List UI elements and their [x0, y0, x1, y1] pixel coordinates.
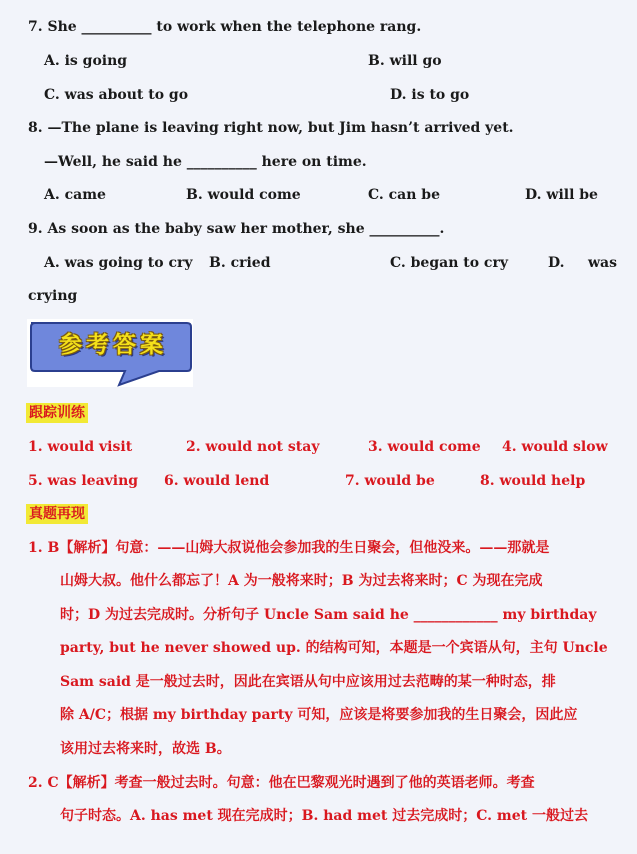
q7-option-a: A. is going [44, 53, 128, 69]
answer-6: 6. would lend [164, 473, 270, 489]
explanation-1-line: party, but he never showed up. 的结构可知，本题是一个宾语从句，主句 Uncle [60, 640, 608, 656]
q8-option-d: D. will be [525, 187, 598, 203]
answer-7: 7. would be [345, 473, 435, 489]
q8-option-c: C. can be [368, 187, 440, 203]
answer-4: 4. would slow [502, 439, 608, 455]
question-8-stem: 8. —The plane is leaving right now, but Jim hasn’t arrived yet. [28, 120, 514, 136]
explanation-1-line: Sam said 是一般过去时，因此在宾语从句中应该用过去范畴的某一种时态，排 [60, 674, 556, 690]
q9-option-d-word1: was [588, 255, 618, 271]
answer-3: 3. would come [368, 439, 481, 455]
q7-option-b: B. will go [368, 53, 442, 69]
q8-option-a: A. came [44, 187, 106, 203]
answer-1: 1. would visit [28, 439, 133, 455]
q7-option-d: D. is to go [390, 87, 470, 103]
explanation-2-line: 2. C【解析】考查一般过去时。句意：他在巴黎观光时遇到了他的英语老师。考查 [28, 775, 535, 791]
section-heading-real-exam: 真题再现 [26, 504, 88, 524]
question-8-reply: —Well, he said he __________ here on time. [44, 154, 367, 170]
answer-key-label: 参考答案 [59, 332, 167, 358]
q8-option-b: B. would come [186, 187, 301, 203]
q9-option-d-letter: D. [548, 255, 565, 271]
answer-key-badge [27, 319, 193, 387]
q9-option-c: C. began to cry [390, 255, 508, 271]
question-7-stem: 7. She __________ to work when the telephone rang. [28, 19, 422, 35]
answer-8: 8. would help [480, 473, 586, 489]
q9-option-b: B. cried [209, 255, 271, 271]
answer-5: 5. was leaving [28, 473, 139, 489]
answer-2: 2. would not stay [186, 439, 320, 455]
q9-option-a: A. was going to cry [44, 255, 193, 271]
explanation-1-line: 1. B【解析】句意：——山姆大叔说他会参加我的生日聚会，但他没来。——那就是 [28, 540, 550, 556]
explanation-2-line: 句子时态。A. has met 现在完成时；B. had met 过去完成时；C. met 一般过去 [60, 808, 588, 824]
question-9-stem: 9. As soon as the baby saw her mother, she __________. [28, 221, 445, 237]
q7-option-c: C. was about to go [44, 87, 189, 103]
explanation-1-line: 山姆大叔。他什么都忘了！A 为一般将来时；B 为过去将来时；C 为现在完成 [60, 573, 543, 589]
explanation-1-line: 除 A/C；根据 my birthday party 可知，应该是将要参加我的生日聚会，因此应 [60, 707, 578, 723]
section-heading-tracking: 跟踪训练 [26, 403, 88, 423]
q9-option-d-word2: crying [28, 288, 78, 304]
explanation-1-line: 该用过去将来时，故选 B。 [60, 741, 231, 757]
explanation-1-line: 时；D 为过去完成时。分析句子 Uncle Sam said he ____________ my birthday [60, 607, 597, 623]
